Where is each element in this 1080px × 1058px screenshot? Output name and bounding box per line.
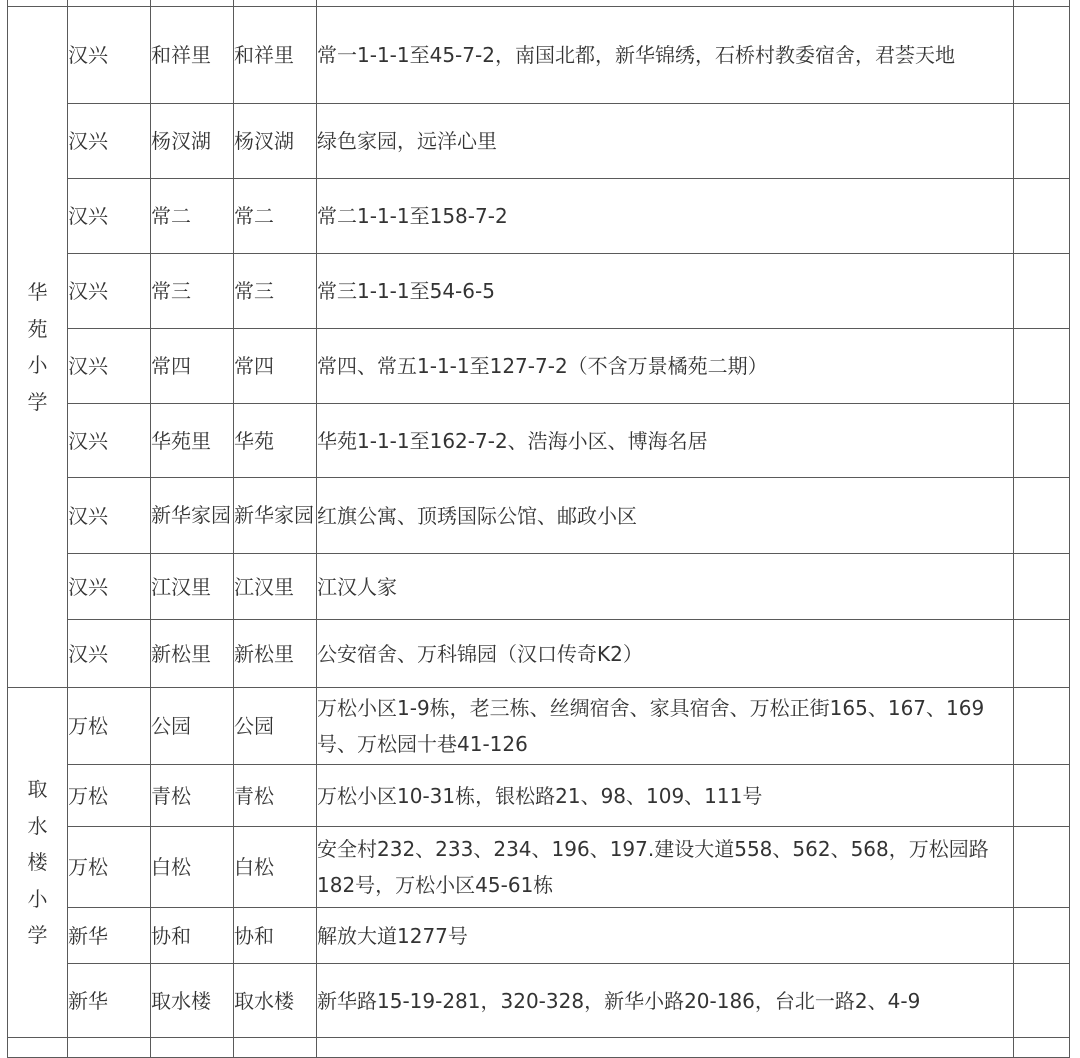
area-cell: 江汉里 bbox=[234, 554, 317, 620]
scope-cell: 万松小区10-31栋，银松路21、98、109、111号 bbox=[317, 765, 1014, 827]
school-name-char: 取 bbox=[27, 777, 48, 802]
note-cell bbox=[1014, 404, 1070, 478]
table-row bbox=[8, 620, 1070, 688]
street-cell: 新华 bbox=[68, 964, 151, 1038]
note-cell bbox=[1014, 329, 1070, 404]
street-cell: 汉兴 bbox=[68, 254, 151, 329]
scope-cell: 公安宿舍、万科锦园（汉口传奇K2） bbox=[317, 620, 1014, 688]
street-cell: 万松 bbox=[68, 765, 151, 827]
school-name-char: 楼 bbox=[27, 850, 48, 875]
community-cell: 协和 bbox=[151, 908, 234, 964]
scope-cell: 绿色家园，远洋心里 bbox=[317, 104, 1014, 179]
scope-cell: 常三1-1-1至54-6-5 bbox=[317, 254, 1014, 329]
street-cell: 汉兴 bbox=[68, 329, 151, 404]
table-row bbox=[8, 404, 1070, 478]
table-row bbox=[8, 179, 1070, 254]
street-cell: 汉兴 bbox=[68, 554, 151, 620]
street-cell: 汉兴 bbox=[68, 179, 151, 254]
area-cell: 青松 bbox=[234, 765, 317, 827]
table-row bbox=[8, 688, 1070, 765]
table-row bbox=[8, 908, 1070, 964]
school-name-qushuilou bbox=[8, 771, 67, 954]
school-name-char: 华 bbox=[27, 280, 48, 304]
area-cell: 新华家园 bbox=[234, 478, 317, 554]
school-name-char: 学 bbox=[27, 923, 48, 948]
note-cell bbox=[1014, 554, 1070, 620]
street-cell: 汉兴 bbox=[68, 104, 151, 179]
area-cell: 常三 bbox=[234, 254, 317, 329]
note-cell bbox=[1014, 964, 1070, 1038]
community-cell: 和祥里 bbox=[151, 7, 234, 104]
scope-cell: 常二1-1-1至158-7-2 bbox=[317, 179, 1014, 254]
school-name-char: 水 bbox=[27, 813, 48, 838]
street-cell: 汉兴 bbox=[68, 478, 151, 554]
area-cell: 公园 bbox=[234, 688, 317, 765]
area-cell: 新松里 bbox=[234, 620, 317, 688]
note-cell bbox=[1014, 7, 1070, 104]
street-cell: 汉兴 bbox=[68, 404, 151, 478]
community-cell: 华苑里 bbox=[151, 404, 234, 478]
area-cell: 协和 bbox=[234, 908, 317, 964]
table-row bbox=[8, 827, 1070, 908]
table-row bbox=[8, 329, 1070, 404]
area-cell: 常四 bbox=[234, 329, 317, 404]
school-name-huayuan bbox=[8, 274, 67, 420]
community-cell: 江汉里 bbox=[151, 554, 234, 620]
street-cell: 汉兴 bbox=[68, 7, 151, 104]
scope-cell: 江汉人家 bbox=[317, 554, 1014, 620]
scope-cell: 常四、常五1-1-1至127-7-2（不含万景橘苑二期） bbox=[317, 329, 1014, 404]
street-cell: 万松 bbox=[68, 827, 151, 908]
scope-cell: 万松小区1-9栋，老三栋、丝绸宿舍、家具宿舍、万松正街165、167、169号、万松园十巷41-126 bbox=[317, 688, 1014, 765]
table-row bbox=[8, 964, 1070, 1038]
school-cell-qushuilou bbox=[8, 688, 68, 1038]
community-cell: 常四 bbox=[151, 329, 234, 404]
scope-cell: 红旗公寓、顶琇国际公馆、邮政小区 bbox=[317, 478, 1014, 554]
street-cell: 万松 bbox=[68, 688, 151, 765]
area-cell: 和祥里 bbox=[234, 7, 317, 104]
note-cell bbox=[1014, 688, 1070, 765]
note-cell bbox=[1014, 104, 1070, 179]
community-cell: 公园 bbox=[151, 688, 234, 765]
scope-cell: 华苑1-1-1至162-7-2、浩海小区、博海名居 bbox=[317, 404, 1014, 478]
school-cell-huayuan bbox=[8, 7, 68, 688]
community-cell: 青松 bbox=[151, 765, 234, 827]
table-row bbox=[8, 104, 1070, 179]
area-cell: 华苑 bbox=[234, 404, 317, 478]
scope-cell: 解放大道1277号 bbox=[317, 908, 1014, 964]
school-name-char: 小 bbox=[27, 886, 48, 911]
community-cell: 常三 bbox=[151, 254, 234, 329]
note-cell bbox=[1014, 254, 1070, 329]
school-name-char: 小 bbox=[27, 353, 48, 377]
street-cell: 新华 bbox=[68, 908, 151, 964]
school-name-char: 苑 bbox=[27, 316, 48, 341]
community-cell: 新松里 bbox=[151, 620, 234, 688]
scope-cell: 常一1-1-1至45-7-2，南国北都，新华锦绣，石桥村教委宿舍，君荟天地 bbox=[317, 7, 1014, 104]
community-cell: 新华家园 bbox=[151, 478, 234, 554]
note-cell bbox=[1014, 827, 1070, 908]
scope-cell: 安全村232、233、234、196、197.建设大道558、562、568，万松园路182号，万松小区45-61栋 bbox=[317, 827, 1014, 908]
table-row bbox=[8, 554, 1070, 620]
table-row bbox=[8, 254, 1070, 329]
table-row bbox=[8, 478, 1070, 554]
street-cell: 汉兴 bbox=[68, 620, 151, 688]
area-cell: 取水楼 bbox=[234, 964, 317, 1038]
table-row bbox=[8, 765, 1070, 827]
community-cell: 白松 bbox=[151, 827, 234, 908]
note-cell bbox=[1014, 765, 1070, 827]
area-cell: 杨汊湖 bbox=[234, 104, 317, 179]
school-name-char: 学 bbox=[27, 389, 48, 414]
note-cell bbox=[1014, 478, 1070, 554]
note-cell bbox=[1014, 620, 1070, 688]
scope-cell: 新华路15-19-281，320-328，新华小路20-186，台北一路2、4-9 bbox=[317, 964, 1014, 1038]
community-cell: 取水楼 bbox=[151, 964, 234, 1038]
enrollment-table bbox=[7, 0, 1070, 1058]
table-row bbox=[8, 7, 1070, 104]
note-cell bbox=[1014, 179, 1070, 254]
area-cell: 白松 bbox=[234, 827, 317, 908]
community-cell: 杨汊湖 bbox=[151, 104, 234, 179]
area-cell: 常二 bbox=[234, 179, 317, 254]
community-cell: 常二 bbox=[151, 179, 234, 254]
note-cell bbox=[1014, 908, 1070, 964]
